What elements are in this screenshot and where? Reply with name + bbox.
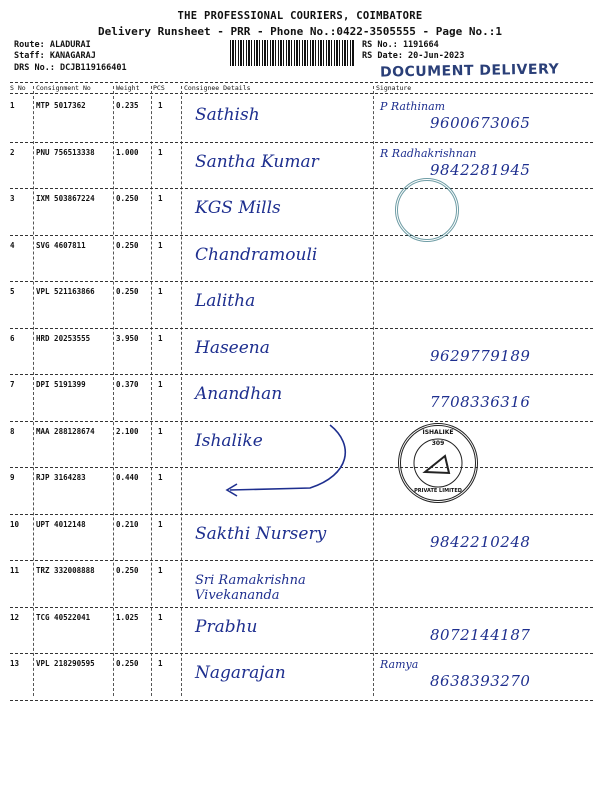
col-header-pcs: PCS — [153, 84, 165, 92]
row-weight: 0.250 — [116, 194, 139, 203]
row-receiver-phone: 8638393270 — [430, 672, 531, 690]
row-pieces: 1 — [158, 287, 163, 296]
row-consignee-name: Ishalike — [195, 430, 263, 451]
col-header-consignment: Consignment No — [36, 84, 91, 92]
document-delivery-stamp: DOCUMENT DELIVERY — [379, 61, 560, 81]
row-receiver-phone: 7708336316 — [430, 393, 531, 411]
round-seal-stamp — [395, 178, 459, 242]
row-separator — [10, 560, 593, 561]
row-pieces: 1 — [158, 612, 163, 622]
row-serial-number: 7 — [10, 380, 15, 389]
row-separator — [10, 142, 593, 143]
row-consignee-name: Chandramouli — [195, 244, 318, 265]
row-consignment-number: TCG 40522041 — [36, 612, 91, 622]
row-pieces: 1 — [158, 240, 163, 250]
row-consignee-name: Sri Ramakrishna Vivekananda — [195, 573, 306, 603]
row-pieces: 1 — [158, 473, 163, 482]
row-consignment-number: MTP 5017362 — [36, 101, 86, 110]
row-pieces: 1 — [158, 333, 163, 343]
row-serial-number: 6 — [10, 333, 15, 343]
row-receiver-signature: P Rathinam — [380, 100, 446, 113]
row-consignment-number: DPI 5191399 — [36, 380, 86, 389]
row-consignee-name: Prabhu — [195, 616, 258, 637]
row-consignment-number: MAA 288128674 — [36, 426, 95, 436]
row-serial-number: 13 — [10, 659, 20, 668]
rs-number: RS No.: 1191664 — [362, 40, 439, 50]
row-consignment-number: RJP 3164283 — [36, 473, 86, 482]
row-weight: 1.000 — [116, 147, 139, 157]
row-receiver-phone: 8072144187 — [430, 625, 531, 644]
seal-center-text: 309 — [431, 440, 445, 447]
row-receiver-signature: R Radhakrishnan — [380, 146, 477, 160]
row-consignee-name: Sathish — [195, 105, 260, 125]
row-serial-number: 5 — [10, 287, 15, 296]
row-receiver-phone: 9842210248 — [430, 532, 531, 551]
row-pieces: 1 — [158, 194, 163, 203]
table-header-rule — [10, 93, 593, 94]
row-weight: 0.250 — [116, 287, 139, 296]
row-serial-number: 1 — [10, 101, 15, 110]
row-consignee-name: Sakthi Nursery — [195, 523, 327, 544]
company-seal-stamp — [398, 423, 478, 503]
row-consignment-number: IXM 503867224 — [36, 194, 95, 203]
row-separator — [10, 514, 593, 515]
col-divider — [113, 86, 114, 696]
col-divider — [181, 86, 182, 696]
row-weight: 0.440 — [116, 473, 139, 482]
rs-date: RS Date: 20-Jun-2023 — [362, 51, 465, 61]
table-top-rule — [10, 82, 593, 83]
row-weight: 0.210 — [116, 519, 139, 529]
row-consignee-name: Lalitha — [195, 291, 256, 311]
route-label: Route: ALADURAI — [14, 40, 91, 50]
row-serial-number: 9 — [10, 473, 15, 482]
row-weight: 0.250 — [116, 566, 139, 575]
col-divider — [151, 86, 152, 696]
row-separator — [10, 188, 593, 189]
col-divider — [33, 86, 34, 696]
seal-top-text: ISHALIKE — [422, 429, 454, 436]
row-serial-number: 12 — [10, 612, 20, 622]
row-pieces: 1 — [158, 566, 163, 575]
row-consignee-name: Anandhan — [195, 384, 283, 404]
col-divider — [373, 86, 374, 696]
row-separator — [10, 607, 593, 608]
row-consignee-name: Nagarajan — [195, 663, 286, 683]
row-separator — [10, 281, 593, 282]
row-separator — [10, 328, 593, 329]
row-pieces: 1 — [158, 426, 163, 436]
row-consignment-number: HRD 20253555 — [36, 333, 91, 343]
col-header-sno: S No — [10, 84, 26, 92]
row-consignee-name: Santha Kumar — [195, 151, 319, 172]
row-consignment-number: VPL 521163866 — [36, 287, 95, 296]
row-consignment-number: VPL 218290595 — [36, 659, 95, 668]
row-pieces: 1 — [158, 380, 163, 389]
row-serial-number: 2 — [10, 147, 15, 157]
company-title: THE PROFESSIONAL COURIERS, COIMBATORE — [177, 10, 423, 22]
row-pieces: 1 — [158, 101, 163, 110]
row-consignment-number: TRZ 332008888 — [36, 566, 95, 575]
row-consignment-number: PNU 756513338 — [36, 147, 95, 157]
row-consignee-name: KGS Mills — [195, 198, 281, 218]
row-separator — [10, 374, 593, 375]
row-separator — [10, 700, 593, 701]
row-serial-number: 8 — [10, 426, 15, 436]
row-receiver-phone: 9842281945 — [430, 160, 531, 179]
runsheet-subtitle: Delivery Runsheet - PRR - Phone No.:0422-3505555 - Page No.:1 — [98, 25, 502, 38]
row-weight: 0.235 — [116, 101, 139, 110]
row-serial-number: 3 — [10, 194, 15, 203]
row-weight: 0.250 — [116, 659, 139, 668]
col-header-signature: Signature — [376, 84, 412, 92]
row-receiver-phone: 9600673065 — [430, 114, 531, 132]
col-header-weight: Weight — [116, 84, 140, 92]
drs-label: DRS No.: DCJB119166401 — [14, 63, 127, 73]
row-weight: 0.250 — [116, 240, 139, 250]
row-pieces: 1 — [158, 147, 163, 157]
row-consignment-number: UPT 4012148 — [36, 519, 86, 529]
row-pieces: 1 — [158, 519, 163, 529]
row-serial-number: 4 — [10, 240, 15, 250]
barcode — [230, 40, 355, 66]
row-pieces: 1 — [158, 659, 163, 668]
row-consignee-name: Haseena — [195, 337, 270, 358]
row-separator — [10, 653, 593, 654]
row-weight: 1.025 — [116, 612, 139, 622]
row-separator — [10, 235, 593, 236]
col-header-consignee: Consignee Details — [184, 84, 251, 92]
row-consignment-number: SVG 4607811 — [36, 240, 86, 250]
row-receiver-phone: 9629779189 — [430, 346, 531, 365]
row-weight: 3.950 — [116, 333, 139, 343]
staff-label: Staff: KANAGARAJ — [14, 51, 96, 61]
row-serial-number: 11 — [10, 566, 20, 575]
row-weight: 2.100 — [116, 426, 139, 436]
row-receiver-signature: Ramya — [380, 658, 419, 671]
row-serial-number: 10 — [10, 519, 20, 529]
hand-arrow-annotation — [215, 420, 365, 500]
seal-bottom-text: PRIVATE LIMITED — [414, 488, 462, 494]
row-weight: 0.370 — [116, 380, 139, 389]
